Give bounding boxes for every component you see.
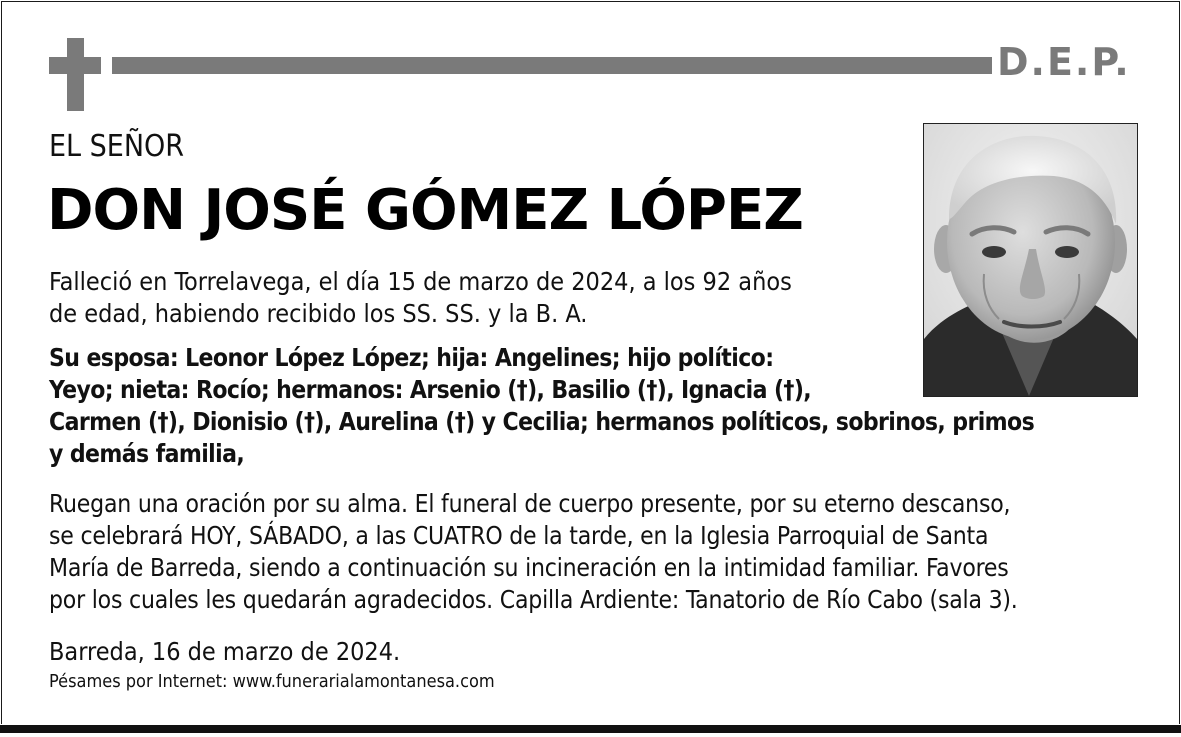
funeral-line: se celebrará HOY, SÁBADO, a las CUATRO de la tarde, en la Iglesia Parroquial de Santa	[49, 521, 989, 550]
family-line: Su esposa: Leonor López López; hija: Angelines; hijo político:	[49, 343, 774, 372]
dep-label: D.E.P.	[997, 40, 1131, 84]
funeral-line: María de Barreda, siendo a continuación su incineración en la intimidad familiar. Favores	[49, 553, 1009, 582]
death-info	[49, 266, 792, 330]
place-date-text: Barreda, 16 de marzo de 2024.	[49, 637, 401, 666]
family-line: y demás familia,	[49, 439, 245, 468]
place-date	[49, 636, 400, 668]
death-info-line: de edad, habiendo recibido los SS. SS. y la B. A.	[49, 299, 588, 328]
funeral-line: por los cuales les quedarán agradecidos. Capilla Ardiente: Tanatorio de Río Cabo (sala 3).	[49, 585, 1018, 614]
cross-icon	[49, 38, 101, 111]
bottom-rule	[0, 725, 1181, 733]
family-line: Yeyo; nieta: Rocío; hermanos: Arsenio (†), Basilio (†), Ignacia (†),	[49, 375, 812, 404]
family-list	[49, 342, 1034, 470]
family-line: Carmen (†), Dionisio (†), Aurelina (†) y Cecilia; hermanos políticos, sobrinos, primos	[49, 407, 1035, 436]
funeral-info	[49, 488, 1018, 616]
obituary-notice	[1, 1, 1180, 724]
condolences-link: Pésames por Internet: www.funerarialamontanesa.com	[49, 671, 495, 692]
header-rule	[112, 57, 992, 74]
deceased-title: EL SEÑOR	[49, 129, 185, 164]
death-info-line: Falleció en Torrelavega, el día 15 de marzo de 2024, a los 92 años	[49, 267, 792, 296]
funeral-line: Ruegan una oración por su alma. El funeral de cuerpo presente, por su eterno descanso,	[49, 489, 1011, 518]
deceased-name: DON JOSÉ GÓMEZ LÓPEZ	[47, 178, 803, 243]
